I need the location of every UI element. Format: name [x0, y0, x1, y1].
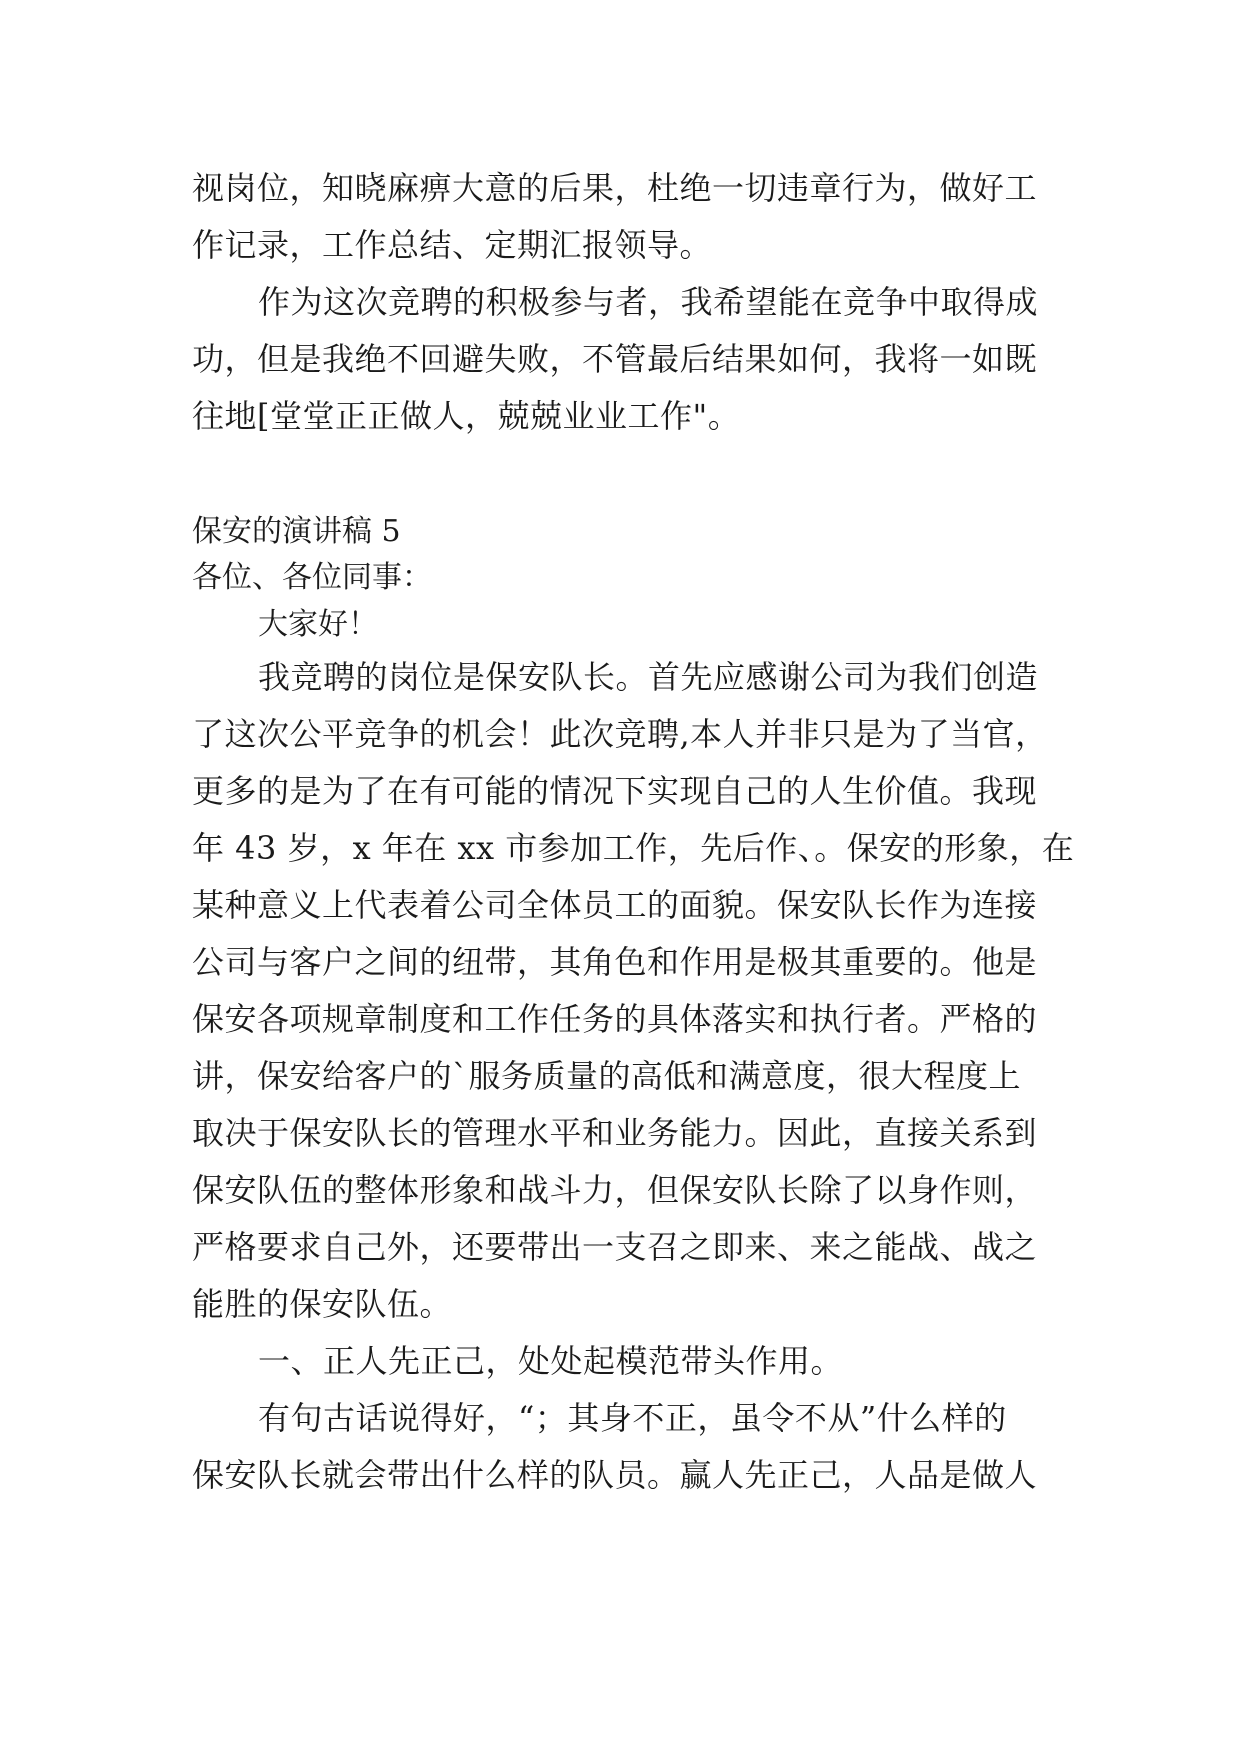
- paragraph-line: 能胜的保安队伍。: [192, 1285, 453, 1323]
- paragraph-line: 更多的是为了在有可能的情况下实现自己的人生价值。我现: [192, 772, 1038, 810]
- paragraph-line: 年 43 岁，x 年在 xx 市参加工作，先后作、。保安的形象，在: [192, 829, 1075, 867]
- document-body: [192, 160, 1075, 1504]
- paragraph-line: 取决于保安队长的管理水平和业务能力。因此，直接关系到: [192, 1114, 1038, 1152]
- section-spacer: [192, 445, 1052, 509]
- paragraph-line: 保安队伍的整体形象和战斗力，但保安队长除了以身作则，: [192, 1171, 1038, 1209]
- paragraph-line: 保安各项规章制度和工作任务的具体落实和执行者。严格的: [192, 1000, 1038, 1038]
- salutation: 各位、各位同事：: [192, 560, 432, 595]
- paragraph-line: 作为这次竞聘的积极参与者，我希望能在竞争中取得成: [258, 283, 1039, 321]
- paragraph-line: 公司与客户之间的纽带，其角色和作用是极其重要的。他是: [192, 943, 1038, 981]
- paragraph-line: 我竞聘的岗位是保安队长。首先应感谢公司为我们创造: [258, 658, 1039, 696]
- paragraph-line: 某种意义上代表着公司全体员工的面貌。保安队长作为连接: [192, 886, 1038, 924]
- paragraph-line: 往地[堂堂正正做人，兢兢业业工作"。: [192, 397, 741, 435]
- paragraph-line: 讲，保安给客户的`服务质量的高低和满意度，很大程度上: [192, 1057, 1022, 1095]
- paragraph-line: 作记录，工作总结、定期汇报领导。: [192, 226, 713, 264]
- paragraph-line: 有句古话说得好，“；其身不正，虽令不从”什么样的: [258, 1399, 1007, 1437]
- paragraph-line: 视岗位，知晓麻痹大意的后果，杜绝一切违章行为，做好工: [192, 169, 1038, 207]
- paragraph-line: 保安队长就会带出什么样的队员。赢人先正己，人品是做人: [192, 1456, 1038, 1494]
- paragraph-line: 严格要求自己外，还要带出一支召之即来、来之能战、战之: [192, 1228, 1038, 1266]
- paragraph-line: 了这次公平竞争的机会！此次竞聘,本人并非只是为了当官，: [192, 715, 1048, 753]
- section-title: 保安的演讲稿 5: [192, 514, 401, 549]
- paragraph-line: 一、正人先正己，处处起模范带头作用。: [258, 1342, 844, 1380]
- paragraph-line: 功，但是我绝不回避失败，不管最后结果如何，我将一如既: [192, 340, 1038, 378]
- greeting: 大家好！: [258, 607, 378, 642]
